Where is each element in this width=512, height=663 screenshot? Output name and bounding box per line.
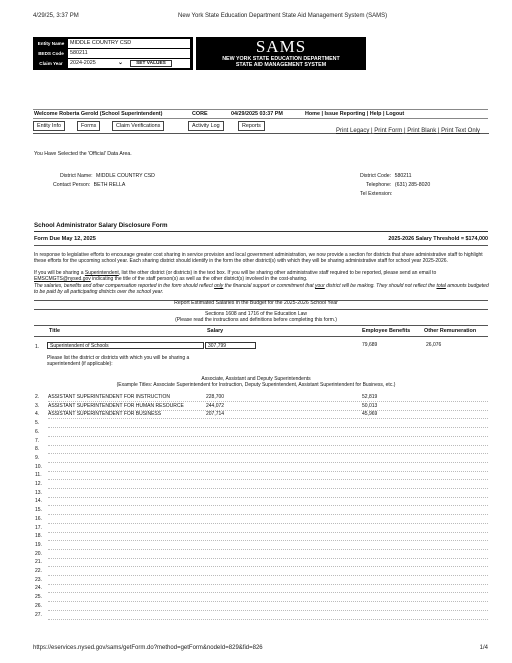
- staff-benefits-field[interactable]: [362, 525, 412, 532]
- intro-paragraph: In response to legislative efforts to encourage greater cost sharing in service provision and local government administration, we now provide a section for districts that share administrative staff to highlight these efforts for the upcoming school year. Each sharing district should identify in the form the other district(s) with which they will be sharing administrative staff for school year 2025-2026.: [34, 252, 483, 264]
- share-prompt: Please list the district or districts with which you will be sharing a superintendent (if applicable):: [47, 355, 190, 367]
- staff-benefits-field[interactable]: [362, 568, 412, 575]
- staff-salary-field[interactable]: 244,072: [206, 402, 225, 409]
- tab-entity-info-label: Entity Info: [37, 123, 61, 129]
- staff-salary-field[interactable]: [206, 472, 256, 479]
- staff-other-field[interactable]: [426, 446, 476, 453]
- print-blank-link[interactable]: Print Blank: [407, 128, 437, 134]
- row-number: 26.: [35, 602, 42, 609]
- form-title: School Administrator Salary Disclosure Form: [34, 222, 168, 229]
- staff-benefits-field[interactable]: [362, 612, 412, 619]
- logout-link[interactable]: Logout: [385, 111, 405, 117]
- contact-person-label: Contact Person:: [53, 182, 91, 188]
- row-number: 16.: [35, 515, 42, 522]
- row-number: 25.: [35, 594, 42, 601]
- staff-title-field[interactable]: [48, 594, 204, 601]
- staff-benefits-field[interactable]: [362, 438, 412, 445]
- district-code-label: District Code:: [360, 173, 392, 179]
- staff-title-field[interactable]: [48, 612, 204, 619]
- staff-benefits-field[interactable]: [362, 498, 412, 505]
- staff-salary-field[interactable]: [206, 498, 256, 505]
- staff-salary-field[interactable]: [206, 464, 256, 471]
- row-number: 6.: [35, 428, 40, 435]
- staff-other-field[interactable]: [426, 542, 476, 549]
- row-number: 9.: [35, 454, 40, 461]
- comp-your: your: [315, 283, 325, 289]
- superintendent-other-field[interactable]: 26,076: [426, 342, 442, 348]
- staff-other-field[interactable]: [426, 525, 476, 532]
- staff-benefits-field[interactable]: [362, 446, 412, 453]
- staff-benefits-field[interactable]: [362, 594, 412, 601]
- staff-salary-field[interactable]: 207,714: [206, 411, 225, 418]
- staff-benefits-field[interactable]: [362, 533, 412, 540]
- staff-title-field[interactable]: [48, 577, 204, 584]
- sections-line: Sections 1608 and 1716 of the Education Law: [204, 311, 308, 317]
- superintendent-benefits-field[interactable]: 79,689: [362, 342, 378, 348]
- staff-other-field[interactable]: [426, 559, 476, 566]
- print-datetime: 4/29/25, 3:37 PM: [33, 13, 79, 19]
- row-number: 5.: [35, 420, 40, 427]
- staff-benefits-field[interactable]: [362, 464, 412, 471]
- sams-logo: SAMS: [255, 37, 307, 56]
- district-name-label: District Name:: [60, 173, 93, 179]
- staff-benefits-field[interactable]: 45,969: [362, 411, 378, 418]
- row-number: 7.: [35, 437, 40, 444]
- staff-benefits-field[interactable]: [362, 507, 412, 514]
- tab-forms-label: Forms: [81, 123, 97, 129]
- contact-person-value: BETH RELLA: [93, 182, 126, 188]
- row-number: 2.: [35, 394, 40, 400]
- staff-benefits-field[interactable]: [362, 603, 412, 610]
- row-number: 21.: [35, 559, 42, 566]
- staff-title-field[interactable]: ASSISTANT SUPERINTENDENT FOR BUSINESS: [48, 411, 162, 418]
- staff-other-field[interactable]: [426, 394, 476, 401]
- staff-title-field[interactable]: [48, 420, 204, 427]
- tab-activity-log[interactable]: [188, 121, 224, 131]
- staff-title-field[interactable]: [48, 542, 204, 549]
- staff-title-field[interactable]: [48, 498, 204, 505]
- staff-salary-field[interactable]: [206, 533, 256, 540]
- help-link[interactable]: Help: [369, 111, 382, 117]
- row-number: 10.: [35, 463, 42, 470]
- telephone-label: Telephone:: [366, 182, 392, 188]
- staff-title-field[interactable]: [48, 472, 204, 479]
- staff-benefits-field[interactable]: [362, 472, 412, 479]
- tab-claim-verifications[interactable]: [112, 121, 164, 131]
- staff-title-field[interactable]: [48, 585, 204, 592]
- staff-salary-field[interactable]: [206, 429, 256, 436]
- row-number: 1.: [35, 344, 40, 350]
- staff-title-field[interactable]: [48, 525, 204, 532]
- row-number: 14.: [35, 498, 42, 505]
- print-title: New York State Education Department State Aid Management System (SAMS): [178, 13, 388, 19]
- report-heading: Report Estimated Salaries in the Budget for the 2025-2026 School Year: [174, 300, 338, 306]
- staff-salary-field[interactable]: [206, 481, 256, 488]
- staff-benefits-field[interactable]: [362, 429, 412, 436]
- staff-benefits-field[interactable]: [362, 559, 412, 566]
- staff-salary-field[interactable]: [206, 585, 256, 592]
- staff-salary-field[interactable]: [206, 559, 256, 566]
- email-link[interactable]: EMSCMGTS@nysed.gov: [34, 275, 91, 282]
- welcome-text: Welcome Roberta Gerold (School Superintendent): [34, 111, 163, 117]
- comp-text-d: amounts budgeted to be paid by all participating districts over the school year.: [34, 283, 489, 295]
- comp-total: total: [436, 283, 446, 289]
- staff-title-field[interactable]: [48, 446, 204, 453]
- staff-other-field[interactable]: [426, 516, 476, 523]
- district-name-row: [60, 173, 155, 179]
- instructions-line: (Please read the instructions and definitions before completing this form.): [175, 317, 337, 323]
- staff-salary-field[interactable]: [206, 490, 256, 497]
- divider: [34, 325, 488, 326]
- banner-line-2: STATE AID MANAGEMENT SYSTEM: [235, 62, 327, 68]
- col-benefits-header: Employee Benefits: [362, 328, 411, 334]
- staff-other-field[interactable]: [426, 411, 476, 418]
- staff-other-field[interactable]: [426, 438, 476, 445]
- staff-other-field[interactable]: [426, 603, 476, 610]
- staff-other-field[interactable]: [426, 420, 476, 427]
- welcome-bar: [33, 109, 488, 119]
- staff-benefits-field[interactable]: [362, 551, 412, 558]
- tab-claim-verifications-label: Claim Verifications: [116, 123, 161, 129]
- row-number: 15.: [35, 507, 42, 514]
- staff-benefits-field[interactable]: 50,013: [362, 402, 378, 409]
- staff-title-field[interactable]: [48, 568, 204, 575]
- staff-title-field[interactable]: [48, 481, 204, 488]
- session-timestamp: 04/29/2025 03:37 PM: [231, 111, 283, 117]
- staff-title-field[interactable]: [48, 438, 204, 445]
- divider: [34, 245, 488, 246]
- staff-benefits-field[interactable]: [362, 455, 412, 462]
- print-text-only-link[interactable]: Print Text Only: [441, 128, 481, 134]
- col-title-header: Title: [49, 328, 60, 334]
- issue-reporting-link[interactable]: Issue Reporting: [324, 111, 366, 117]
- home-link[interactable]: Home: [305, 111, 320, 117]
- staff-benefits-field[interactable]: [362, 481, 412, 488]
- sharing-text-c: indicating the title of the staff person(s) as well as the other district(s) involved in the cost-sharing.: [90, 275, 308, 282]
- superintendent-title-field[interactable]: Superintendent of Schools: [47, 342, 204, 349]
- tab-activity-log-label: Activity Log: [192, 123, 220, 129]
- staff-other-field[interactable]: [426, 472, 476, 479]
- district-code-row: [360, 173, 412, 179]
- chevron-down-icon[interactable]: ⌄: [118, 60, 124, 66]
- staff-benefits-field[interactable]: [362, 585, 412, 592]
- entity-name-label: Entity Name: [35, 39, 67, 48]
- staff-title-field[interactable]: ASSISTANT SUPERINTENDENT FOR INSTRUCTION: [48, 394, 170, 400]
- row-number: 3.: [35, 402, 40, 409]
- contact-person-row: [53, 182, 125, 188]
- comp-text-c: district will be making. They should not reflect the: [324, 283, 437, 289]
- staff-other-field[interactable]: [426, 481, 476, 488]
- staff-salary-field[interactable]: [206, 577, 256, 584]
- staff-benefits-field[interactable]: [362, 542, 412, 549]
- claim-year-label: Claim Year: [39, 61, 63, 66]
- staff-salary-field[interactable]: [206, 455, 256, 462]
- sharing-text-b: , list the other district (or districts) in the text box. If you will be sharing other administrative staff required to be reported, please send an email to: [118, 270, 437, 276]
- district-name-value: MIDDLE COUNTRY CSD: [96, 173, 155, 179]
- row-number: 23.: [35, 576, 42, 583]
- row-number: 22.: [35, 568, 42, 574]
- staff-title-field[interactable]: ASSISTANT SUPERINTENDENT FOR HUMAN RESOURCE: [48, 402, 184, 409]
- row-number: 11.: [35, 472, 42, 479]
- claim-year-row: [68, 59, 190, 68]
- staff-other-field[interactable]: [426, 507, 476, 514]
- row-number: 17.: [35, 524, 42, 531]
- col-salary-header: Salary: [207, 328, 224, 334]
- staff-other-field[interactable]: [426, 464, 476, 471]
- staff-salary-field[interactable]: [206, 542, 256, 549]
- staff-other-field[interactable]: [426, 612, 476, 619]
- tab-entity-info[interactable]: [33, 121, 65, 131]
- row-number: 13.: [35, 489, 42, 496]
- staff-benefits-field[interactable]: [362, 516, 412, 523]
- assoc-heading: Associate, Assistant and Deputy Superintendents: [201, 376, 311, 382]
- comp-text-a: The salaries, benefits and other compensation reported in the form should reflect: [34, 283, 215, 289]
- staff-title-field[interactable]: [48, 429, 204, 436]
- staff-salary-field[interactable]: [206, 594, 256, 601]
- sharing-text-a: If you will be sharing a: [34, 270, 85, 276]
- staff-salary-field[interactable]: [206, 438, 256, 445]
- staff-other-field[interactable]: [426, 585, 476, 592]
- row-number: 12.: [35, 481, 42, 487]
- staff-title-field[interactable]: [48, 455, 204, 462]
- staff-title-field[interactable]: [48, 551, 204, 558]
- staff-salary-field[interactable]: 228,700: [206, 394, 225, 400]
- divider: [34, 231, 488, 232]
- page-number: 1/4: [479, 645, 488, 651]
- divider: [34, 309, 488, 310]
- staff-salary-field[interactable]: [206, 507, 256, 514]
- superintendent-salary-field[interactable]: 307,799: [205, 342, 256, 349]
- set-values-button[interactable]: SET VALUES: [130, 60, 172, 67]
- banner-line-1: NEW YORK STATE EDUCATION DEPARTMENT: [222, 56, 340, 62]
- header-links: Home | Issue Reporting | Help | Logout: [305, 111, 405, 117]
- staff-salary-field[interactable]: [206, 516, 256, 523]
- superintendent-link[interactable]: Superintendent: [84, 270, 119, 276]
- print-legacy-link[interactable]: Print Legacy: [336, 128, 370, 134]
- sharing-instructions: [34, 271, 489, 283]
- staff-benefits-field[interactable]: [362, 420, 412, 427]
- staff-title-field[interactable]: [48, 464, 204, 471]
- staff-title-field[interactable]: [48, 490, 204, 497]
- divider: [34, 336, 488, 337]
- telephone-value: (631) 285-8020: [394, 182, 431, 188]
- claim-year-select[interactable]: 2024-2025: [70, 60, 96, 66]
- staff-other-field[interactable]: [426, 568, 476, 575]
- staff-benefits-field[interactable]: [362, 490, 412, 497]
- print-form-link[interactable]: Print Form: [374, 128, 403, 134]
- staff-other-field[interactable]: [426, 498, 476, 505]
- core-label: CORE: [192, 111, 208, 117]
- telephone-row: [366, 182, 430, 188]
- district-code-value: 580211: [394, 173, 412, 179]
- staff-other-field[interactable]: [426, 403, 476, 410]
- footer-url: https://eservices.nysed.gov/sams/getForm.do?method=getForm&nodeId=829&fid=826: [33, 645, 263, 651]
- compensation-note: [34, 284, 489, 296]
- row-number: 24.: [35, 585, 42, 592]
- row-number: 8.: [35, 446, 40, 453]
- tab-forms[interactable]: [77, 121, 100, 131]
- staff-salary-field[interactable]: [206, 446, 256, 453]
- row-guide: [48, 619, 488, 620]
- staff-other-field[interactable]: [426, 577, 476, 584]
- staff-title-field[interactable]: [48, 603, 204, 610]
- row-number: 27.: [35, 611, 42, 618]
- staff-benefits-field[interactable]: [362, 577, 412, 584]
- comp-text-b: the financial support or commitment that: [223, 283, 316, 289]
- staff-salary-field[interactable]: [206, 603, 256, 610]
- entity-name-value: MIDDLE COUNTRY CSD: [68, 39, 190, 48]
- staff-salary-field[interactable]: [206, 551, 256, 558]
- beds-code-value: 580211: [68, 49, 190, 58]
- row-number: 19.: [35, 541, 42, 548]
- staff-benefits-field[interactable]: 52,819: [362, 394, 378, 400]
- row-number: 20.: [35, 550, 42, 557]
- row-number: 4.: [35, 411, 40, 418]
- staff-title-field[interactable]: [48, 507, 204, 514]
- salary-threshold: 2025-2026 Salary Threshold = $174,000: [388, 236, 488, 242]
- tab-reports[interactable]: [238, 121, 265, 131]
- staff-other-field[interactable]: [426, 429, 476, 436]
- staff-other-field[interactable]: [426, 490, 476, 497]
- staff-other-field[interactable]: [426, 455, 476, 462]
- staff-title-field[interactable]: [48, 516, 204, 523]
- tel-extension-label: Tel Extension:: [360, 191, 393, 197]
- staff-salary-field[interactable]: [206, 568, 256, 575]
- data-area-note: You Have Selected the 'Official' Data Area.: [34, 151, 132, 157]
- staff-title-field[interactable]: [48, 559, 204, 566]
- sams-banner: [196, 37, 366, 70]
- print-links: Print Legacy | Print Form | Print Blank | Print Text Only: [336, 128, 481, 134]
- entity-panel: [33, 37, 193, 70]
- staff-other-field[interactable]: [426, 533, 476, 540]
- col-other-header: Other Remuneration: [424, 328, 477, 334]
- tab-reports-label: Reports: [242, 123, 261, 129]
- row-number: 18.: [35, 533, 42, 540]
- form-due-date: Form Due May 12, 2025: [34, 236, 96, 242]
- comp-only: only: [214, 283, 224, 289]
- staff-salary-field[interactable]: [206, 525, 256, 532]
- assoc-examples: (Example Titles: Associate Superintendent for Instruction, Deputy Superintendent, Assistant Superintendent for Business, etc.): [116, 382, 396, 388]
- staff-salary-field[interactable]: [206, 612, 256, 619]
- staff-other-field[interactable]: [426, 594, 476, 601]
- staff-title-field[interactable]: [48, 533, 204, 540]
- staff-salary-field[interactable]: [206, 420, 256, 427]
- staff-other-field[interactable]: [426, 551, 476, 558]
- beds-code-label: BEDS Code: [38, 51, 64, 56]
